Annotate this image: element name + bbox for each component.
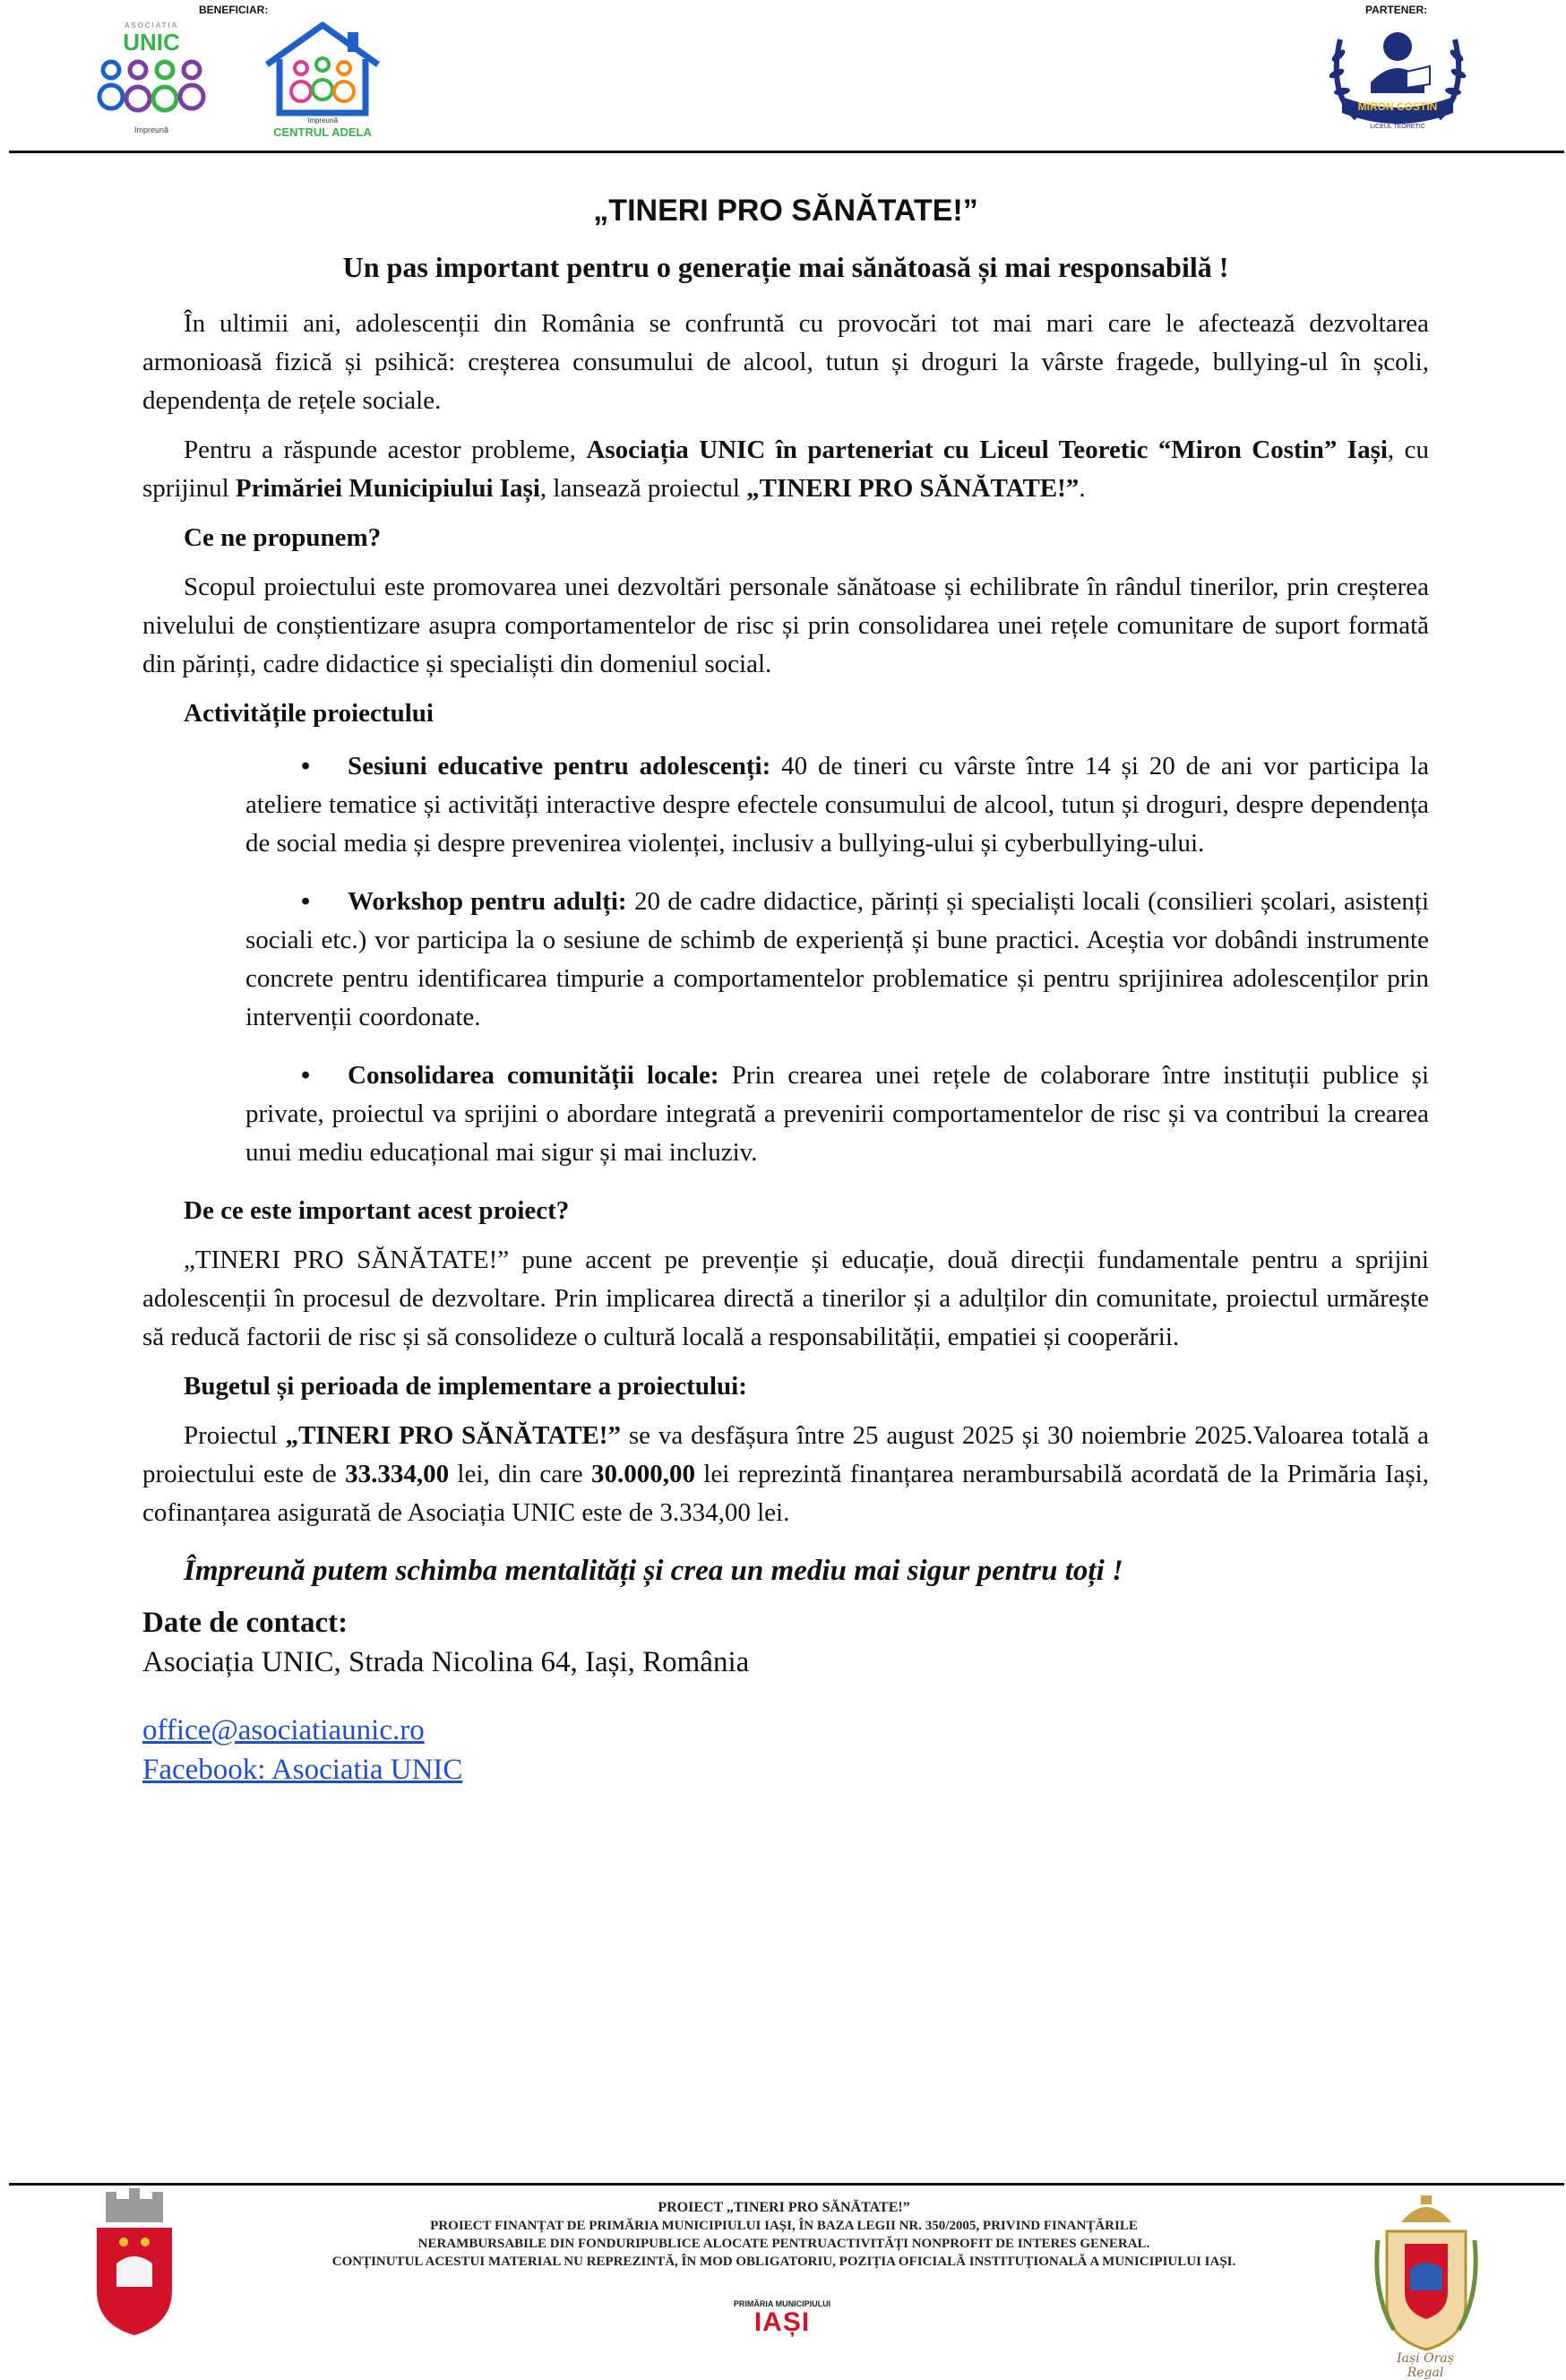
list-item <box>245 747 1429 863</box>
document-body <box>142 193 1429 1789</box>
slogan: Împreună putem schimba mentalități și crea un mediu mai sigur pentru toți ! <box>184 1555 1123 1587</box>
activities-heading: Activitățile proiectului <box>184 699 434 728</box>
unic-logo-text: UNIC <box>123 29 180 56</box>
activity-title: Sesiuni educative pentru adolescenți: <box>348 752 771 780</box>
adela-logo-small: împreună <box>307 116 338 125</box>
bullet-icon: • <box>301 887 311 916</box>
list-item <box>245 883 1429 1037</box>
bullet-icon: • <box>301 752 311 780</box>
document-subtitle: Un pas important pentru o generație mai sănătoasă și mai responsabilă ! <box>342 251 1229 283</box>
budget-text-4: lei reprezintă finanțarea nerambursabilă acordată de la Primăria Iași, cofinanțarea asigurată de Asociația UNIC este de 3.334,00 lei. <box>142 1460 1429 1527</box>
miron-logo-text: MIRON COSTIN <box>1357 100 1438 113</box>
budget-project-name: „TINERI PRO SĂNĂTATE!” <box>285 1421 621 1450</box>
house-icon <box>262 20 383 118</box>
footer-notice <box>233 2199 1335 2271</box>
primaria-iasi-wordmark: IAȘI <box>753 2307 811 2337</box>
partener-label: PARTENER: <box>1365 4 1428 16</box>
activity-title: Consolidarea comunității locale: <box>348 1061 719 1090</box>
miron-costin-logo <box>1321 20 1475 138</box>
beneficiar-label: BENEFICIAR: <box>199 4 269 16</box>
partnership-partners: Asociația UNIC în parteneriat cu Liceul Teoretic “Miron Costin” Iași <box>586 435 1388 464</box>
bullet-icon: • <box>301 1061 311 1090</box>
activity-text: 40 de tineri cu vârste între 14 și 20 de ani vor participa la ateliere tematice și activități interactive despre efectele consumului de alcool, tutun și droguri, despre dependența de social media și despre prevenirea violenței, inclusiv a bullying-ului și cyberbullying-ului. <box>245 752 1429 858</box>
activity-title: Workshop pentru adulți: <box>348 887 627 916</box>
contact-address: Asociația UNIC, Strada Nicolina 64, Iași, România <box>142 1646 750 1678</box>
miron-logo-sub: LICEUL TEORETIC <box>1370 124 1425 130</box>
email-link[interactable]: office@asociatiaunic.ro <box>142 1714 425 1746</box>
budget-text-3: lei, din care <box>449 1460 591 1488</box>
footer-divider <box>9 2183 1564 2186</box>
intro-paragraph: În ultimii ani, adolescenții din România se confruntă cu provocări tot mai mari care le afectează dezvoltarea armonioasă fizică și psihică: creșterea consumului de alcool, tutun și droguri la vârste fragede, bullying-ul în școli, dependența de rețele sociale. <box>142 309 1429 415</box>
partnership-text-1: Pentru a răspunde acestor probleme, <box>184 435 587 464</box>
page-header <box>0 0 1566 154</box>
budget-total: 33.334,00 <box>345 1460 450 1488</box>
budget-heading: Bugetul și perioada de implementare a proiectului: <box>184 1372 747 1401</box>
footer-line-2: PROIECT FINANȚAT DE PRIMĂRIA MUNICIPIULUI IAȘI, ÎN BAZA LEGII NR. 350/2005, PRIVIND FINANȚĂRILE <box>430 2219 1138 2233</box>
footer-line-3: NERAMBURSABILE DIN FONDURIPUBLICE ALOCATE PENTRUACTIVITĂȚI NONPROFIT DE INTERES GENERAL. <box>417 2237 1150 2251</box>
adela-logo-text: CENTRUL ADELA <box>273 125 372 139</box>
partnership-text-3: , lansează proiectul <box>539 474 747 503</box>
budget-text-1: Proiectul <box>184 1421 286 1450</box>
footer-line-4: CONȚINUTUL ACESTUI MATERIAL NU REPREZINTĂ, ÎN MOD OBLIGATORIU, POZIȚIA OFICIALĂ INSTITUȚIONALĂ A MUNICIPIULUI IAȘI. <box>331 2255 1236 2269</box>
list-item <box>245 1056 1429 1172</box>
importance-paragraph: „TINERI PRO SĂNĂTATE!” pune accent pe prevenție și educație, două direcții fundamentale pentru a sprijini adolescenții în procesul de dezvoltare. Prin implicarea directă a tinerilor și a adulților din comunitate, proiectul urmărește să reducă factorii de risc și să consolideze o cultură locală a responsabilității, empatiei și cooperării. <box>142 1246 1429 1351</box>
oras-regal-caption: Iași Oraș Regal <box>1397 2351 1454 2380</box>
activities-list <box>142 747 1429 1172</box>
unic-logo <box>97 22 206 140</box>
partnership-paragraph <box>142 431 1429 508</box>
budget-grant: 30.000,00 <box>590 1460 695 1488</box>
unic-logo-bottom: împreună <box>133 125 169 134</box>
document-title: „TINERI PRO SĂNĂTATE!” <box>593 194 978 228</box>
partnership-text-4: . <box>1079 474 1086 503</box>
contact-heading: Date de contact: <box>142 1607 348 1639</box>
primaria-label: PRIMĂRIA MUNICIPIULUI <box>733 2299 831 2308</box>
importance-heading: De ce este important acest proiect? <box>184 1196 570 1225</box>
laurel-crest-icon <box>1321 20 1475 138</box>
activity-text: 20 de cadre didactice, părinți și specialiști locali (consilieri școlari, asistenți sociali etc.) vor participa la o sesiune de schimb de experiență și bune practici. Aceștia vor dobândi instrumente concrete pentru identificarea timpurie a comportamentelor problematice și pentru sprijinirea adolescenților prin intervenții coordonate. <box>245 887 1429 1031</box>
iasi-coat-of-arms-icon <box>90 2186 179 2339</box>
footer-line-1: PROIECT „TINERI PRO SĂNĂTATE!” <box>658 2200 910 2215</box>
partnership-sponsor: Primăriei Municipiului Iași <box>235 474 540 503</box>
activity-text: Prin crearea unei rețele de colaborare între instituții publice și private, proiectul va sprijini o abordare integrată a prevenirii comportamentelor de risc și va contribui la crearea unui mediu educațional mai sigur și mai incluziv. <box>245 1061 1430 1167</box>
facebook-link[interactable]: Facebook: Asociatia UNIC <box>142 1754 463 1786</box>
partnership-project-name: „TINERI PRO SĂNĂTATE!” <box>746 474 1080 503</box>
centrul-adela-logo <box>262 20 383 142</box>
budget-paragraph <box>142 1417 1429 1532</box>
goal-paragraph: Scopul proiectului este promovarea unei dezvoltări personale sănătoase și echilibrate în rândul tinerilor, prin creșterea nivelului de conștientizare asupra comportamentelor de risc și prin consolidarea unei rețele comunitare de suport formată din părinți, cadre didactice și specialiști din domeniul social. <box>142 573 1429 678</box>
unic-people-icon <box>97 57 206 124</box>
budget-text-2: se va desfășura între 25 august 2025 și 30 noiembrie 2025.Valoarea totală a proiectului este de <box>142 1421 1429 1488</box>
partnership-text-2: , cu sprijinul <box>142 435 1429 503</box>
iasi-regal-crest-icon <box>1374 2186 1478 2366</box>
goal-heading: Ce ne propunem? <box>184 523 382 552</box>
header-divider <box>9 151 1564 153</box>
primaria-iasi-logo <box>733 2299 831 2337</box>
unic-logo-top: ASOCIATIA <box>124 22 179 30</box>
